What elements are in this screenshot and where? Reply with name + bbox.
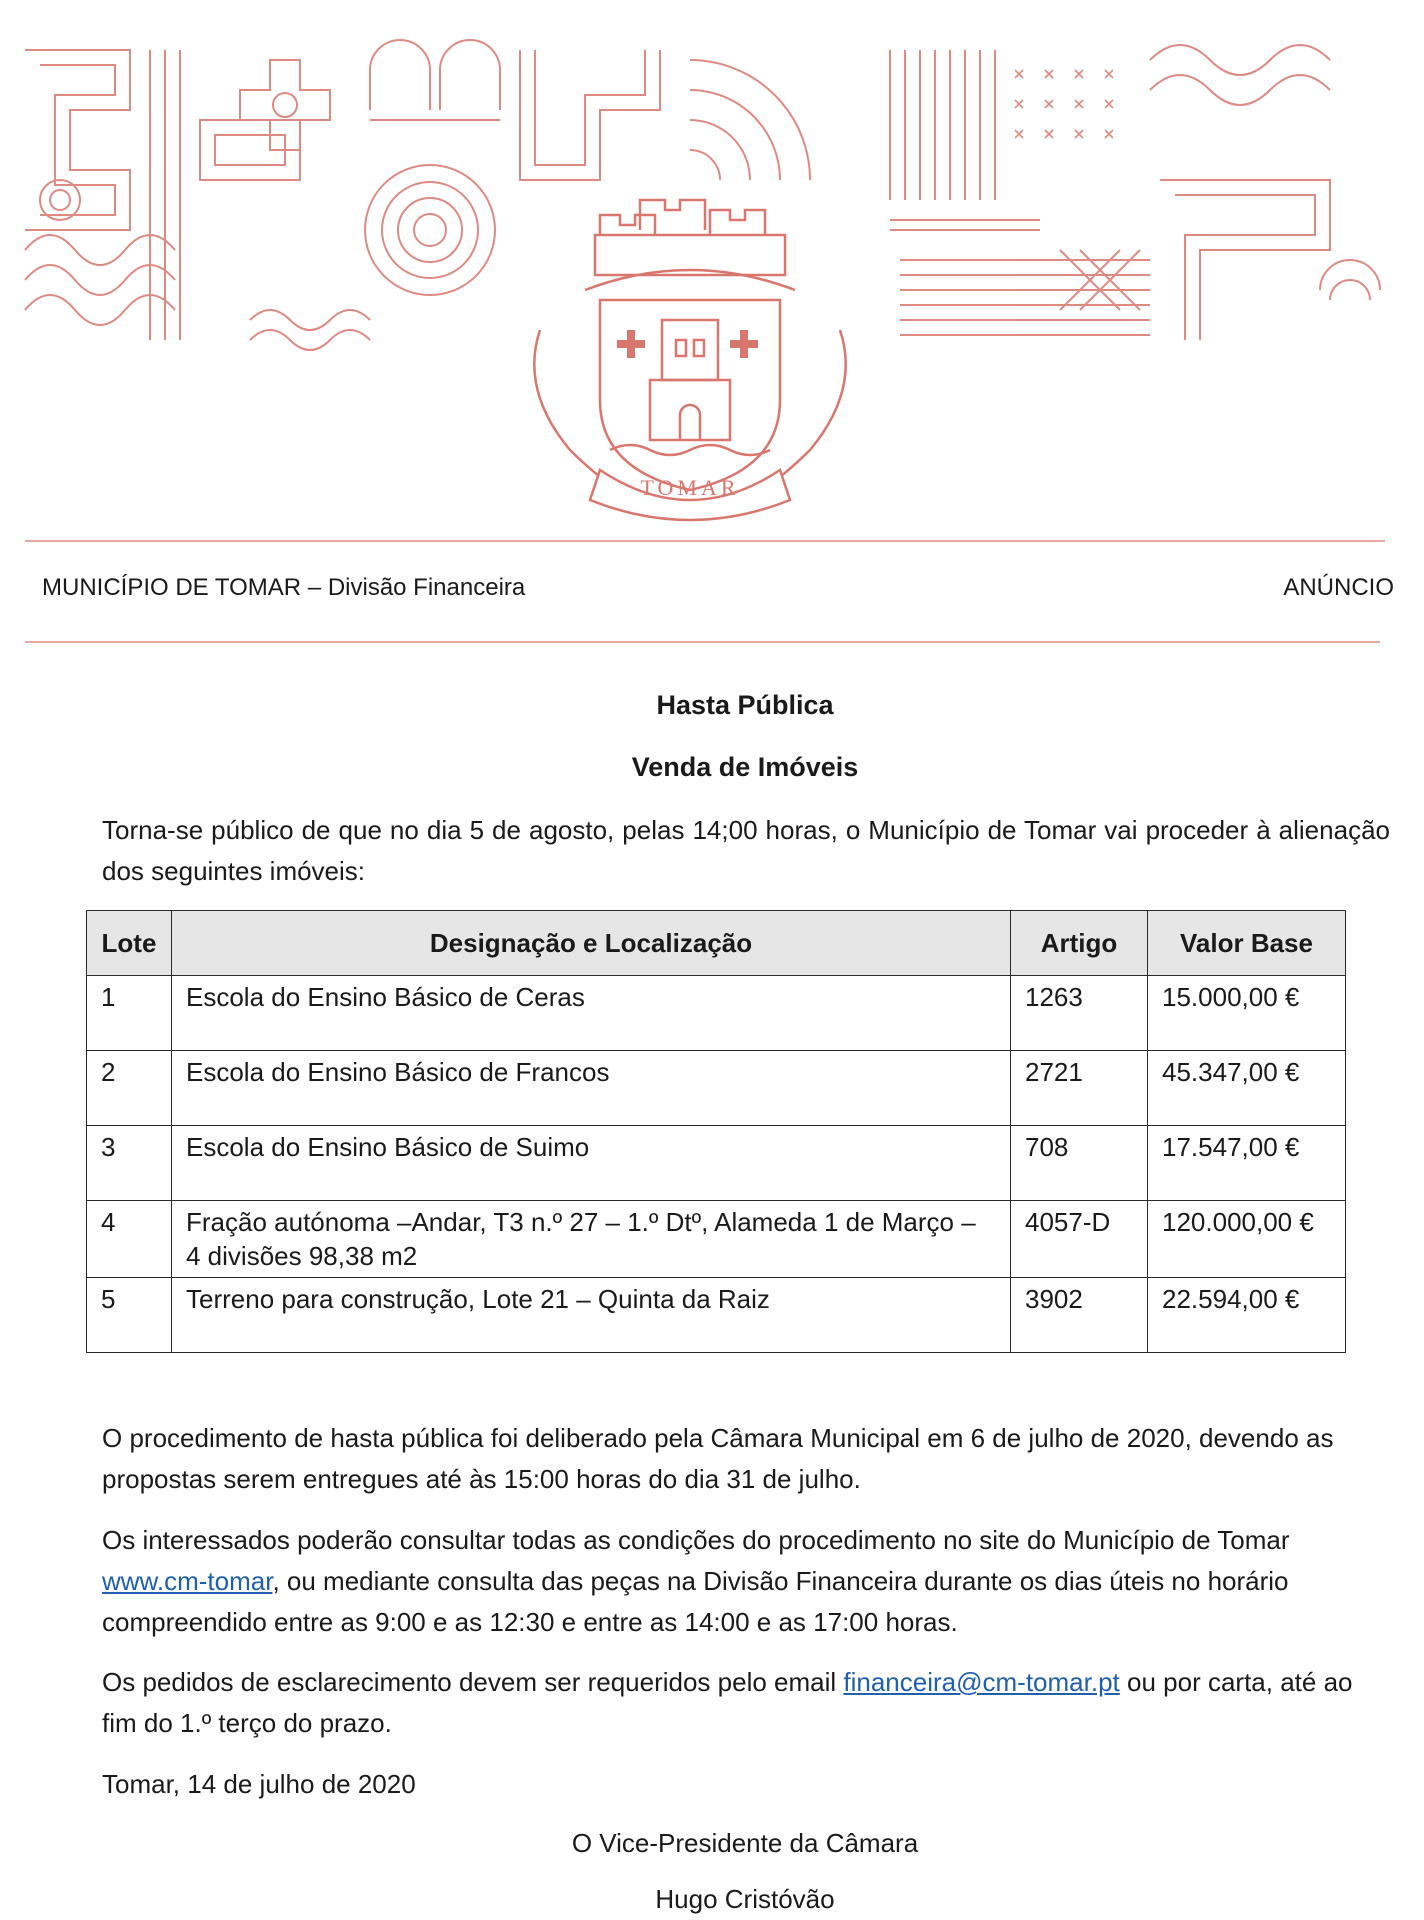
cell-artigo: 708 [1011, 1126, 1148, 1201]
cell-artigo: 3902 [1011, 1278, 1148, 1353]
clarification-text-after: ou por carta, até ao fim do 1.º terço do prazo. [102, 1667, 1353, 1738]
table-header-row [87, 911, 1346, 976]
cell-valor: 17.547,00 € [1148, 1126, 1346, 1201]
crest-label: TOMAR [640, 475, 740, 500]
col-lote: Lote [87, 911, 172, 976]
cell-designacao: Terreno para construção, Lote 21 – Quinta da Raiz [172, 1278, 1011, 1353]
col-artigo: Artigo [1011, 911, 1148, 976]
header-top-rule [25, 540, 1385, 542]
signature-role: O Vice-Presidente da Câmara [571, 1828, 919, 1858]
conditions-paragraph [102, 1520, 1390, 1643]
cell-valor: 45.347,00 € [1148, 1051, 1346, 1126]
website-link[interactable]: www.cm-tomar [102, 1566, 273, 1596]
col-designacao: Designação e Localização [172, 911, 1011, 976]
cell-valor: 22.594,00 € [1148, 1278, 1346, 1353]
table-row [87, 1126, 1346, 1201]
cell-valor: 120.000,00 € [1148, 1201, 1346, 1278]
cell-lote: 2 [87, 1051, 172, 1126]
date-line: Tomar, 14 de julho de 2020 [102, 1769, 416, 1799]
clarification-paragraph [102, 1662, 1390, 1744]
cell-lote: 1 [87, 976, 172, 1051]
cell-artigo: 2721 [1011, 1051, 1148, 1126]
header-doc-type: ANÚNCIO [1283, 574, 1394, 601]
table-row [87, 976, 1346, 1051]
intro-paragraph: Torna-se público de que no dia 5 de agosto, pelas 14;00 horas, o Município de Tomar vai proceder à alienação dos seguintes imóveis: [102, 815, 1390, 886]
page-title: Hasta Pública [656, 690, 834, 720]
col-valor-base: Valor Base [1148, 911, 1346, 976]
cell-designacao: Escola do Ensino Básico de Suimo [172, 1126, 1011, 1201]
tomar-crest [534, 200, 845, 520]
conditions-text-after: , ou mediante consulta das peças na Divisão Financeira durante os dias úteis no horário compreendido entre as 9:00 e as 12:30 e entre as 14:00 e as 17:00 horas. [102, 1566, 1289, 1637]
decorative-banner [0, 0, 1424, 540]
cell-artigo: 4057-D [1011, 1201, 1148, 1278]
cell-lote: 4 [87, 1201, 172, 1278]
header-bottom-rule [25, 641, 1380, 643]
lots-table [86, 910, 1346, 1353]
cell-designacao: Fração autónoma –Andar, T3 n.º 27 – 1.º Dtº, Alameda 1 de Março – 4 divisões 98,38 m2 [172, 1201, 1011, 1278]
signature-name: Hugo Cristóvão [655, 1884, 835, 1914]
cell-designacao: Escola do Ensino Básico de Ceras [172, 976, 1011, 1051]
table-row [87, 1278, 1346, 1353]
page-subtitle: Venda de Imóveis [631, 752, 859, 782]
cell-designacao: Escola do Ensino Básico de Francos [172, 1051, 1011, 1126]
cell-valor: 15.000,00 € [1148, 976, 1346, 1051]
conditions-text-before: Os interessados poderão consultar todas as condições do procedimento no site do Município de Tomar [102, 1525, 1290, 1555]
cell-lote: 3 [87, 1126, 172, 1201]
table-row [87, 1201, 1346, 1278]
deliberation-paragraph: O procedimento de hasta pública foi deliberado pela Câmara Municipal em 6 de julho de 2020, devendo as propostas serem entregues até às 15:00 horas do dia 31 de julho. [102, 1423, 1334, 1494]
table-row [87, 1051, 1346, 1126]
cell-lote: 5 [87, 1278, 172, 1353]
email-link[interactable]: financeira@cm-tomar.pt [843, 1667, 1120, 1697]
clarification-text-before: Os pedidos de esclarecimento devem ser requeridos pelo email [102, 1667, 844, 1697]
cell-artigo: 1263 [1011, 976, 1148, 1051]
header-org: MUNICÍPIO DE TOMAR – Divisão Financeira [42, 574, 526, 601]
